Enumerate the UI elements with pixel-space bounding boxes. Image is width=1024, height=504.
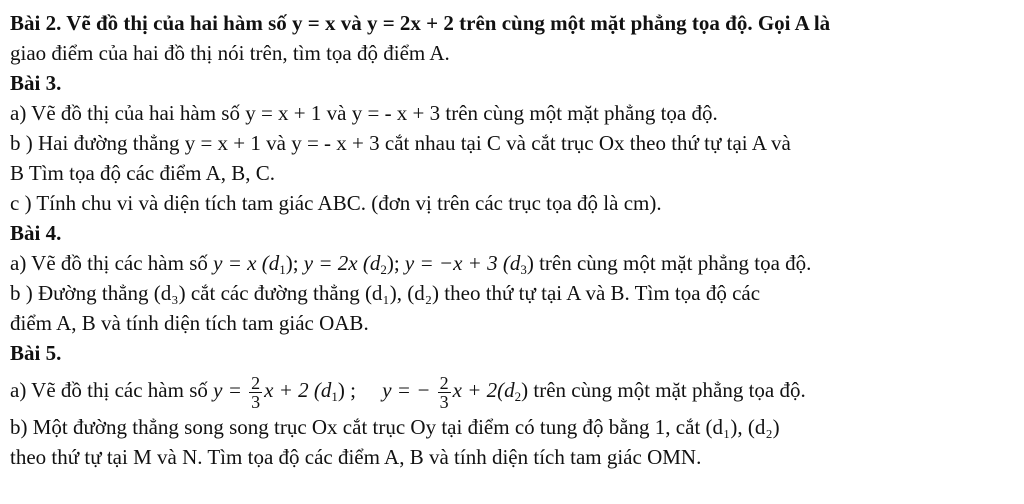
bai3-part-b-line-1: b ) Hai đường thẳng y = x + 1 và y = - x + 3 cắt nhau tại C và cắt trục Ox theo thứ tự tại A và bbox=[10, 131, 791, 155]
bai4-formula-2: y = 2x bbox=[303, 251, 358, 275]
bai3-part-a: a) Vẽ đồ thị của hai hàm số y = x + 1 và y = - x + 3 trên cùng một mặt phẳng tọa độ. bbox=[10, 101, 718, 125]
bai2-line-1 bbox=[10, 8, 1014, 38]
bai5-a-prefix: a) Vẽ đồ thị các hàm số bbox=[10, 378, 208, 402]
bai4-d1-sub: 1 bbox=[279, 262, 286, 277]
bai4-d2-label: (d bbox=[362, 251, 381, 275]
bai4-a-prefix: a) Vẽ đồ thị các hàm số bbox=[10, 251, 208, 275]
bai5-f1-rhs: x + 2 bbox=[264, 378, 309, 402]
bai5-frac1-denominator: 3 bbox=[251, 391, 261, 412]
bai4-d3-label: (d bbox=[502, 251, 521, 275]
bai5-fraction-2 bbox=[438, 374, 451, 411]
bai4-a-suffix: ) trên cùng một mặt phẳng tọa độ. bbox=[526, 251, 812, 275]
bai4-title: Bài 4. bbox=[10, 221, 62, 245]
bai5-f2-rhs: x + 2(d bbox=[452, 378, 515, 402]
bai4-sep-2: ); bbox=[386, 251, 405, 275]
bai5-part-b-line-2: theo thứ tự tại M và N. Tìm tọa độ các điểm A, B và tính diện tích tam giác OMN. bbox=[10, 445, 702, 469]
bai5-semicolon: ) ; bbox=[337, 378, 356, 402]
bai3-part-b-line-2: B Tìm tọa độ các điểm A, B, C. bbox=[10, 161, 276, 185]
bai4-d2-sub: 2 bbox=[380, 262, 387, 277]
bai5-d1-label: (d bbox=[313, 378, 332, 402]
bai4-part-b-line-1: b ) Đường thẳng (d₃) cắt các đường thẳng (d₁), (d₂) theo thứ tự tại A và B. Tìm tọa độ các bbox=[10, 281, 761, 305]
bai5-d1-sub: 1 bbox=[331, 389, 338, 404]
bai4-d3-sub: 3 bbox=[520, 262, 527, 277]
bai5-part-b-line-1: b) Một đường thẳng song song trục Ox cắt trục Oy tại điểm có tung độ bằng 1, cắt (d₁), (d₂) bbox=[10, 415, 780, 439]
bai5-f2-lhs: y = − bbox=[382, 378, 431, 402]
bai5-part-a bbox=[10, 368, 1014, 412]
bai3-part-c: c ) Tính chu vi và diện tích tam giác ABC. (đơn vị trên các trục tọa độ là cm). bbox=[10, 191, 662, 215]
bai4-sep-1: ); bbox=[285, 251, 304, 275]
bai5-a-suffix: ) trên cùng một mặt phẳng tọa độ. bbox=[521, 378, 806, 402]
bai4-part-a bbox=[10, 248, 1014, 278]
bai5-f1-lhs: y = bbox=[213, 378, 242, 402]
bai2-text-2: giao điểm của hai đồ thị nói trên, tìm tọa độ điểm A. bbox=[10, 41, 450, 65]
bai5-fraction-1 bbox=[249, 374, 262, 411]
bai4-formula-1: y = x bbox=[213, 251, 257, 275]
bai5-frac2-denominator: 3 bbox=[439, 391, 449, 412]
bai4-part-b-line-2: điểm A, B và tính diện tích tam giác OAB. bbox=[10, 311, 369, 335]
bai5-frac1-numerator: 2 bbox=[251, 372, 261, 393]
bai4-d1-label: (d bbox=[261, 251, 280, 275]
bai3-title: Bài 3. bbox=[10, 71, 62, 95]
bai5-d2-sub: 2 bbox=[514, 389, 522, 404]
bai5-title: Bài 5. bbox=[10, 341, 62, 365]
bai4-formula-3: y = −x + 3 bbox=[404, 251, 498, 275]
bai5-frac2-numerator: 2 bbox=[439, 372, 449, 393]
bai2-text: Bài 2. Vẽ đồ thị của hai hàm số y = x và y = 2x + 2 trên cùng một mặt phẳng tọa độ. Gọi A là bbox=[10, 11, 831, 35]
bai2-line-2 bbox=[10, 38, 1014, 68]
